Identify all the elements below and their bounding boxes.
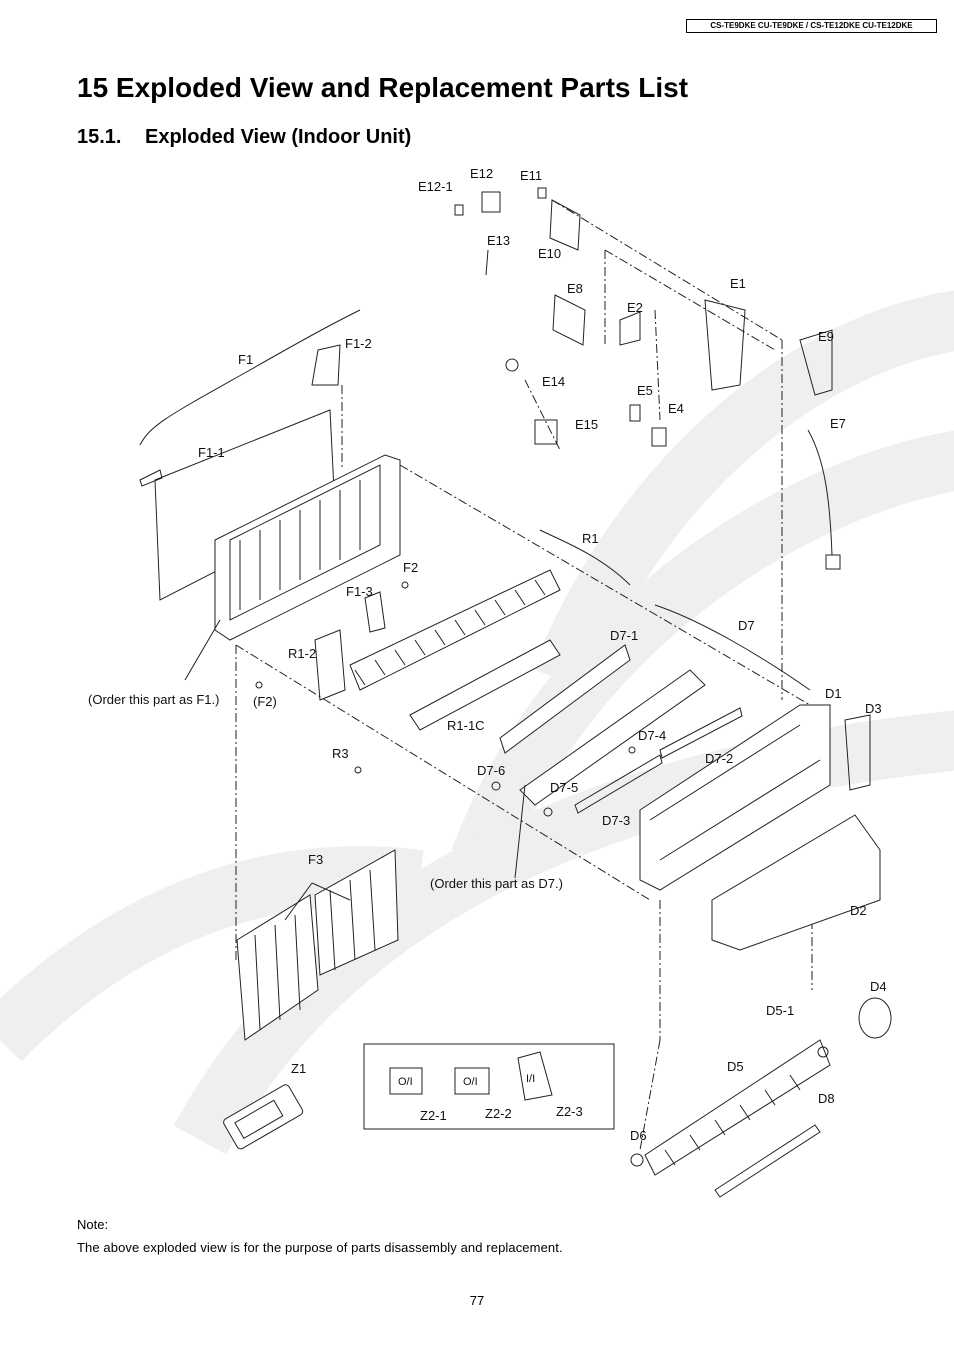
- label-r1: R1: [582, 531, 599, 546]
- label-d8: D8: [818, 1091, 835, 1106]
- label-e9: E9: [818, 329, 834, 344]
- model-codes: CS-TE9DKE CU-TE9DKE / CS-TE12DKE CU-TE12DKE: [686, 19, 937, 33]
- diagram-labels: [88, 166, 887, 1143]
- label-f2-paren: (F2): [253, 694, 277, 709]
- label-f2: F2: [403, 560, 419, 575]
- label-e12-1: E12-1: [418, 179, 453, 194]
- booklet-z2-1-text: O/I: [398, 1076, 413, 1088]
- label-d7-4: D7-4: [638, 728, 667, 743]
- label-z1: Z1: [291, 1061, 307, 1076]
- label-f1-1: F1-1: [198, 445, 225, 460]
- label-z2-2: Z2-2: [485, 1106, 512, 1121]
- label-z2-3: Z2-3: [556, 1104, 583, 1119]
- note-label: Note:: [77, 1217, 109, 1232]
- label-r3: R3: [332, 746, 349, 761]
- booklet-z2-2-text: O/I: [463, 1076, 478, 1088]
- label-e1: E1: [730, 276, 746, 291]
- label-e8: E8: [567, 281, 583, 296]
- label-d7-5: D7-5: [550, 780, 579, 795]
- part-f1-2: [312, 345, 340, 385]
- section-title: 15 Exploded View and Replacement Parts List: [77, 72, 689, 103]
- label-d1: D1: [825, 686, 842, 701]
- screw-f2: [402, 582, 408, 588]
- screw-f2-loose: [256, 682, 262, 688]
- label-f1-2: F1-2: [345, 336, 372, 351]
- label-d5: D5: [727, 1059, 744, 1074]
- label-e2: E2: [627, 300, 643, 315]
- label-r1-1c: R1-1C: [447, 718, 485, 733]
- part-e10: [550, 200, 580, 250]
- label-f3: F3: [308, 852, 324, 867]
- label-d5-1: D5-1: [766, 1003, 795, 1018]
- subsection-heading: [77, 126, 411, 149]
- label-d7-1: D7-1: [610, 628, 639, 643]
- booklet-z2-3-text: I/I: [526, 1073, 536, 1085]
- label-d7-2: D7-2: [705, 751, 734, 766]
- part-r3: [355, 767, 361, 773]
- part-e11: [538, 188, 546, 198]
- label-e5: E5: [637, 383, 653, 398]
- subsection-title: Exploded View (Indoor Unit): [145, 126, 412, 148]
- part-e8: [553, 295, 585, 345]
- part-e12: [482, 192, 500, 212]
- label-e12: E12: [470, 166, 494, 181]
- part-e12-1: [455, 205, 463, 215]
- label-e4: E4: [668, 401, 684, 416]
- subsection-number: 15.1.: [77, 126, 122, 148]
- part-e15: [535, 420, 557, 444]
- label-e15: E15: [575, 417, 599, 432]
- part-d6: [631, 1154, 643, 1166]
- label-e14: E14: [542, 374, 566, 389]
- label-d7-6: D7-6: [477, 763, 506, 778]
- label-d2: D2: [850, 903, 867, 918]
- part-e13: [486, 250, 488, 275]
- part-e1: [705, 300, 745, 390]
- label-e13: E13: [487, 233, 511, 248]
- part-d7-4: [629, 747, 635, 753]
- page-number: 77: [469, 1293, 485, 1308]
- part-e4: [652, 428, 666, 446]
- label-d6: D6: [630, 1128, 647, 1143]
- note-text: The above exploded view is for the purpose of parts disassembly and replacement.: [77, 1240, 563, 1255]
- label-e7: E7: [830, 416, 846, 431]
- label-d7-3: D7-3: [602, 813, 631, 828]
- label-r1-2: R1-2: [288, 646, 317, 661]
- label-z2-1: Z2-1: [420, 1108, 447, 1123]
- part-r1-2: [315, 630, 345, 700]
- label-d3: D3: [865, 701, 882, 716]
- exploded-view-svg: [0, 160, 954, 1200]
- label-e11: E11: [520, 168, 543, 183]
- part-e2: [620, 312, 640, 345]
- part-e5: [630, 405, 640, 421]
- drain-hose-d8: [715, 1125, 820, 1197]
- label-order-f1: (Order this part as F1.): [88, 692, 220, 707]
- label-d4: D4: [870, 979, 887, 994]
- label-order-d7: (Order this part as D7.): [430, 876, 563, 891]
- part-e14: [506, 359, 518, 371]
- label-d7: D7: [738, 618, 755, 633]
- exploded-view-diagram: [0, 160, 954, 1200]
- part-e7-plug: [826, 555, 840, 569]
- label-f1-3: F1-3: [346, 584, 373, 599]
- label-f1: F1: [238, 352, 254, 367]
- fan-motor-d4: [859, 998, 891, 1038]
- label-e10: E10: [538, 246, 562, 261]
